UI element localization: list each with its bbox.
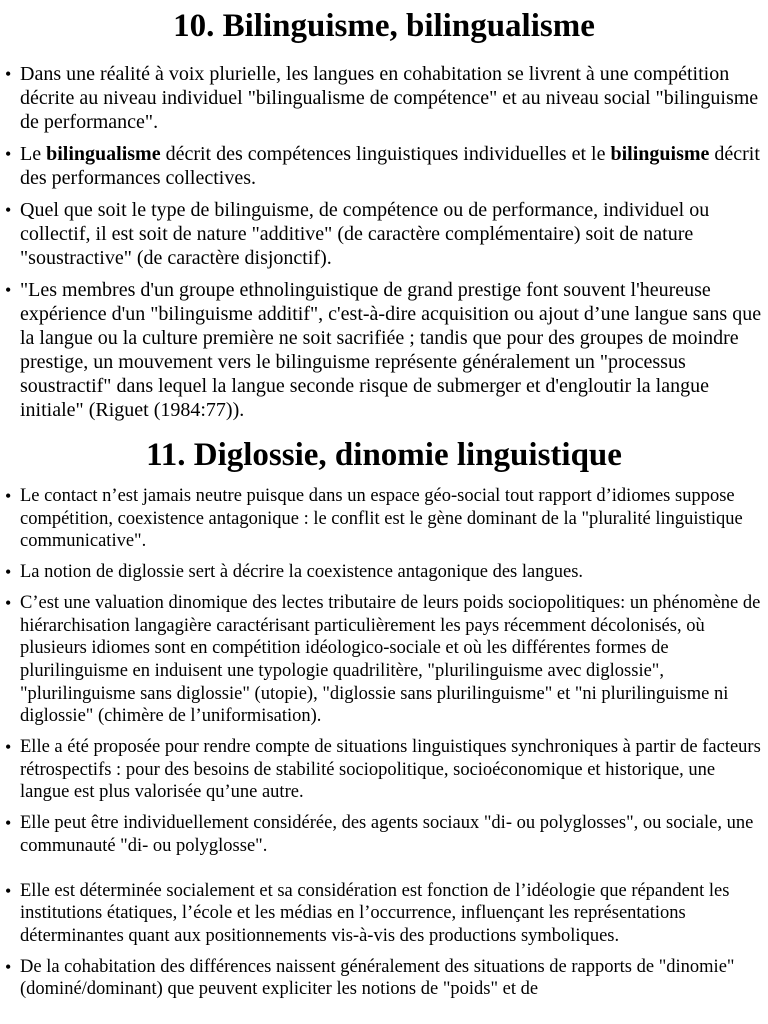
bullet-list-diglossie [0, 485, 768, 1001]
bullet-list-bilinguisme [0, 62, 768, 422]
bullet-icon: • [5, 737, 12, 758]
item-text: Quel que soit le type de bilinguisme, de compétence ou de performance, individuel ou collectif, il est soit de nature "additive" (de caractère complémentaire) soit de nature "soustractive" (de caractère disjonctif). [20, 199, 710, 269]
item-text-part: décrit des performances collectives. [20, 143, 760, 189]
list-item [0, 736, 768, 804]
item-text: Dans une réalité à voix plurielle, les langues en cohabitation se livrent à une compétition décrite au niveau individuel "bilingualisme de compétence" et au niveau social "bilinguisme de performance". [20, 63, 759, 133]
list-item [0, 62, 768, 134]
item-text: C’est une valuation dinomique des lectes tributaire de leurs poids sociopolitiques: un phénomène de hiérarchisation langagière caractérisant particulièrement les pays récemment décolonisés, où plusieurs idiomes sont en compétition idéologico-sociale et où les différentes formes de plurilinguisme en induisent une typologie quadrilitère, "plurilinguisme avec diglossie", "plurilinguisme sans diglossie" (utopie), "diglossie sans plurilinguisme" et "ni plurilinguisme ni diglossie" (chimère de l’uniformisation). [20, 592, 761, 727]
item-text: Elle a été proposée pour rendre compte de situations linguistiques synchroniques à partir de facteurs rétrospectifs : pour des besoins de stabilité sociopolitique, socioéconomique et historique, une langue est plus valorisée qu’une autre. [20, 737, 761, 803]
section-title-diglossie: 11. Diglossie, dinomie linguistique [146, 437, 622, 473]
item-text: Elle peut être individuellement considérée, des agents sociaux "di- ou polyglosses", ou sociale, une communauté "di- ou polyglosse". [20, 813, 754, 856]
bullet-icon: • [5, 813, 12, 834]
item-text: De la cohabitation des différences naissent généralement des situations de rapports de "dinomie" (dominé/dominant) que peuvent expliciter les notions de "poids" et de [20, 956, 735, 1000]
bullet-icon: • [5, 200, 12, 220]
list-item [0, 142, 768, 190]
list-item [0, 198, 768, 270]
bullet-icon: • [5, 592, 12, 613]
bullet-icon: • [5, 280, 12, 300]
bullet-icon: • [5, 486, 12, 506]
item-text-part: Le [20, 143, 47, 165]
item-text: Elle est déterminée socialement et sa considération est fonction de l’idéologie que répandent les institutions étatiques, l’école et les médias en l’occurrence, influençant les représentations déterminantes quant aux positionnements vis-à-vis des productions symboliques. [20, 880, 730, 946]
section-title-bilinguisme: 10. Bilinguisme, bilingualisme [173, 8, 595, 44]
term-bilingualisme: bilingualisme [46, 143, 161, 165]
list-item [0, 485, 768, 553]
bullet-icon: • [5, 64, 12, 84]
list-item [0, 880, 768, 948]
list-item [0, 592, 768, 728]
bullet-icon: • [5, 956, 12, 977]
list-item [0, 561, 768, 584]
bullet-icon: • [5, 562, 12, 583]
item-text: La notion de diglossie sert à décrire la coexistence antagonique des langues. [20, 562, 584, 583]
bullet-icon: • [5, 880, 12, 901]
item-text-quote: "Les membres d'un groupe ethnolinguistique de grand prestige font souvent l'heureuse expérience d'un "bilinguisme additif", c'est-à-dire acquisition ou ajout d’une langue sans que la langue ou la culture première ne soit sacrifiée ; tandis que pour des groupes de moindre prestige, un mouvement vers le bilinguisme représente généralement un "processus soustractif" dans lequel la langue seconde risque de submerger et d'engloutir la langue initiale" (Riguet (1984:77)). [20, 279, 762, 421]
term-bilinguisme: bilinguisme [610, 143, 710, 165]
list-item [0, 278, 768, 422]
list-item [0, 812, 768, 857]
item-text-part: décrit des compétences linguistiques individuelles et le [160, 143, 611, 165]
list-item [0, 956, 768, 1001]
item-text: Le contact n’est jamais neutre puisque dans un espace géo-social tout rapport d’idiomes suppose compétition, coexistence antagonique : le conflit est le gène dominant de la "pluralité linguistique communicative". [20, 486, 743, 552]
bullet-icon: • [5, 144, 12, 164]
